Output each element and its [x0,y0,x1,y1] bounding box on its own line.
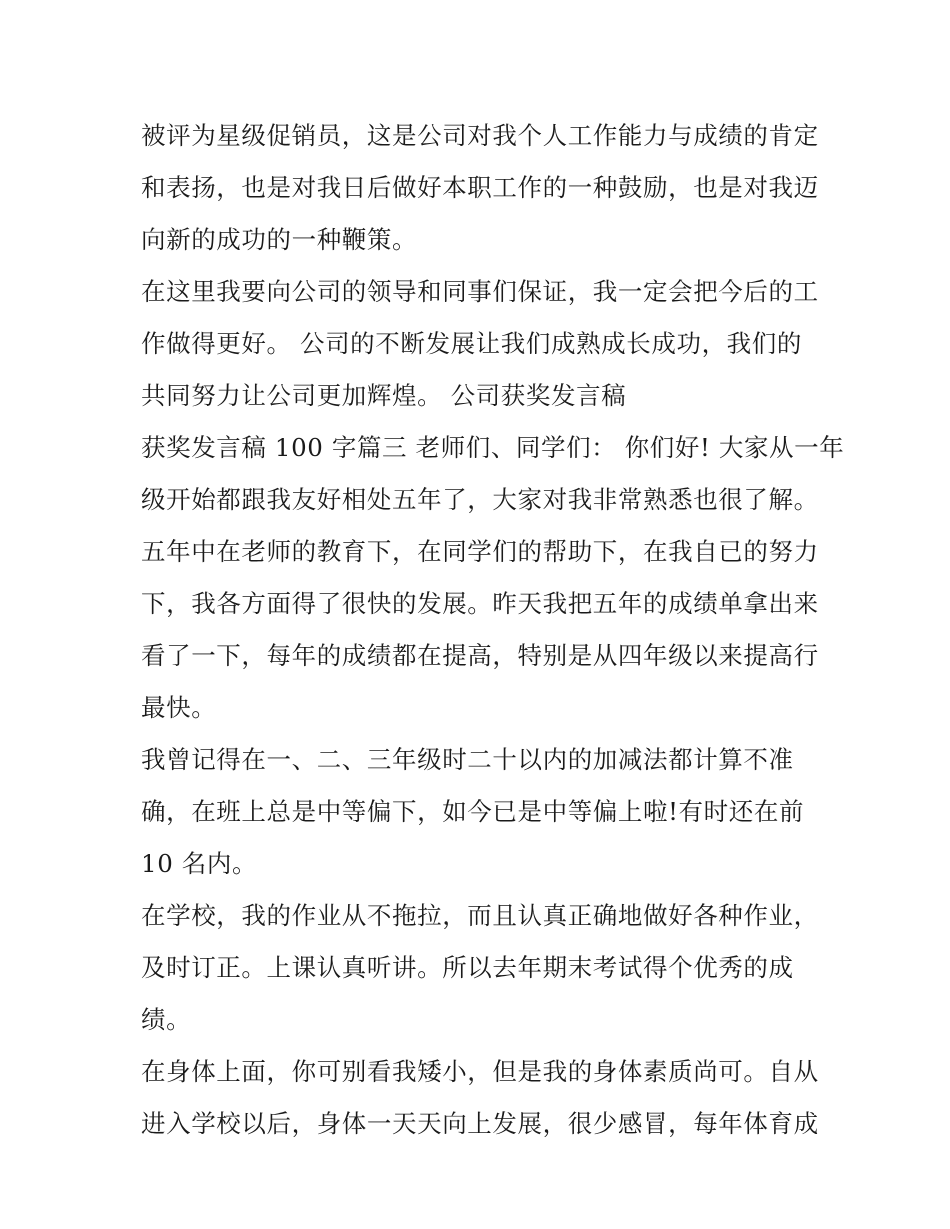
text-line: 10 名内。 [141,849,258,878]
text-line: 在身体上面，你可别看我矮小，但是我的身体素质尚可。自从 [141,1057,819,1086]
text-line: 进入学校以后，身体一天天向上发展，很少感冒，每年体育成 [141,1109,819,1138]
text-line: 下，我各方面得了很快的发展。昨天我把五年的成绩单拿出来 [141,589,819,618]
text-line: 确，在班上总是中等偏下，如今已是中等偏上啦!有时还在前 [141,797,805,826]
text-line: 五年中在老师的教育下，在同学们的帮助下，在我自已的努力 [141,537,819,566]
text-line: 作做得更好。 公司的不断发展让我们成熟成长成功，我们的 [141,329,802,358]
text-line: 看了一下，每年的成绩都在提高，特别是从四年级以来提高行 [141,641,819,670]
text-line: 在学校，我的作业从不拖拉，而且认真正确地做好各种作业， [141,901,819,930]
text-line: 被评为星级促销员，这是公司对我个人工作能力与成绩的肯定 [141,121,819,150]
document-body [141,110,845,1150]
text-line: 我曾记得在一、二、三年级时二十以内的加减法都计算不准 [141,745,794,774]
text-line: 在这里我要向公司的领导和同事们保证，我一定会把今后的工 [141,277,819,306]
text-line: 向新的成功的一种鞭策。 [141,225,418,254]
text-line: 最快。 [141,693,217,722]
text-line: 和表扬，也是对我日后做好本职工作的一种鼓励，也是对我迈 [141,173,819,202]
text-line: 级开始都跟我友好相处五年了，大家对我非常熟悉也很了解。 [141,485,819,514]
text-line: 绩。 [141,1005,192,1034]
text-line: 及时订正。上课认真听讲。所以去年期末考试得个优秀的成 [141,953,794,982]
text-line: 共同努力让公司更加辉煌。 公司获奖发言稿 [141,381,627,410]
text-line: 获奖发言稿 100 字篇三 老师们、同学们： 你们好! 大家从一年 [141,433,845,462]
